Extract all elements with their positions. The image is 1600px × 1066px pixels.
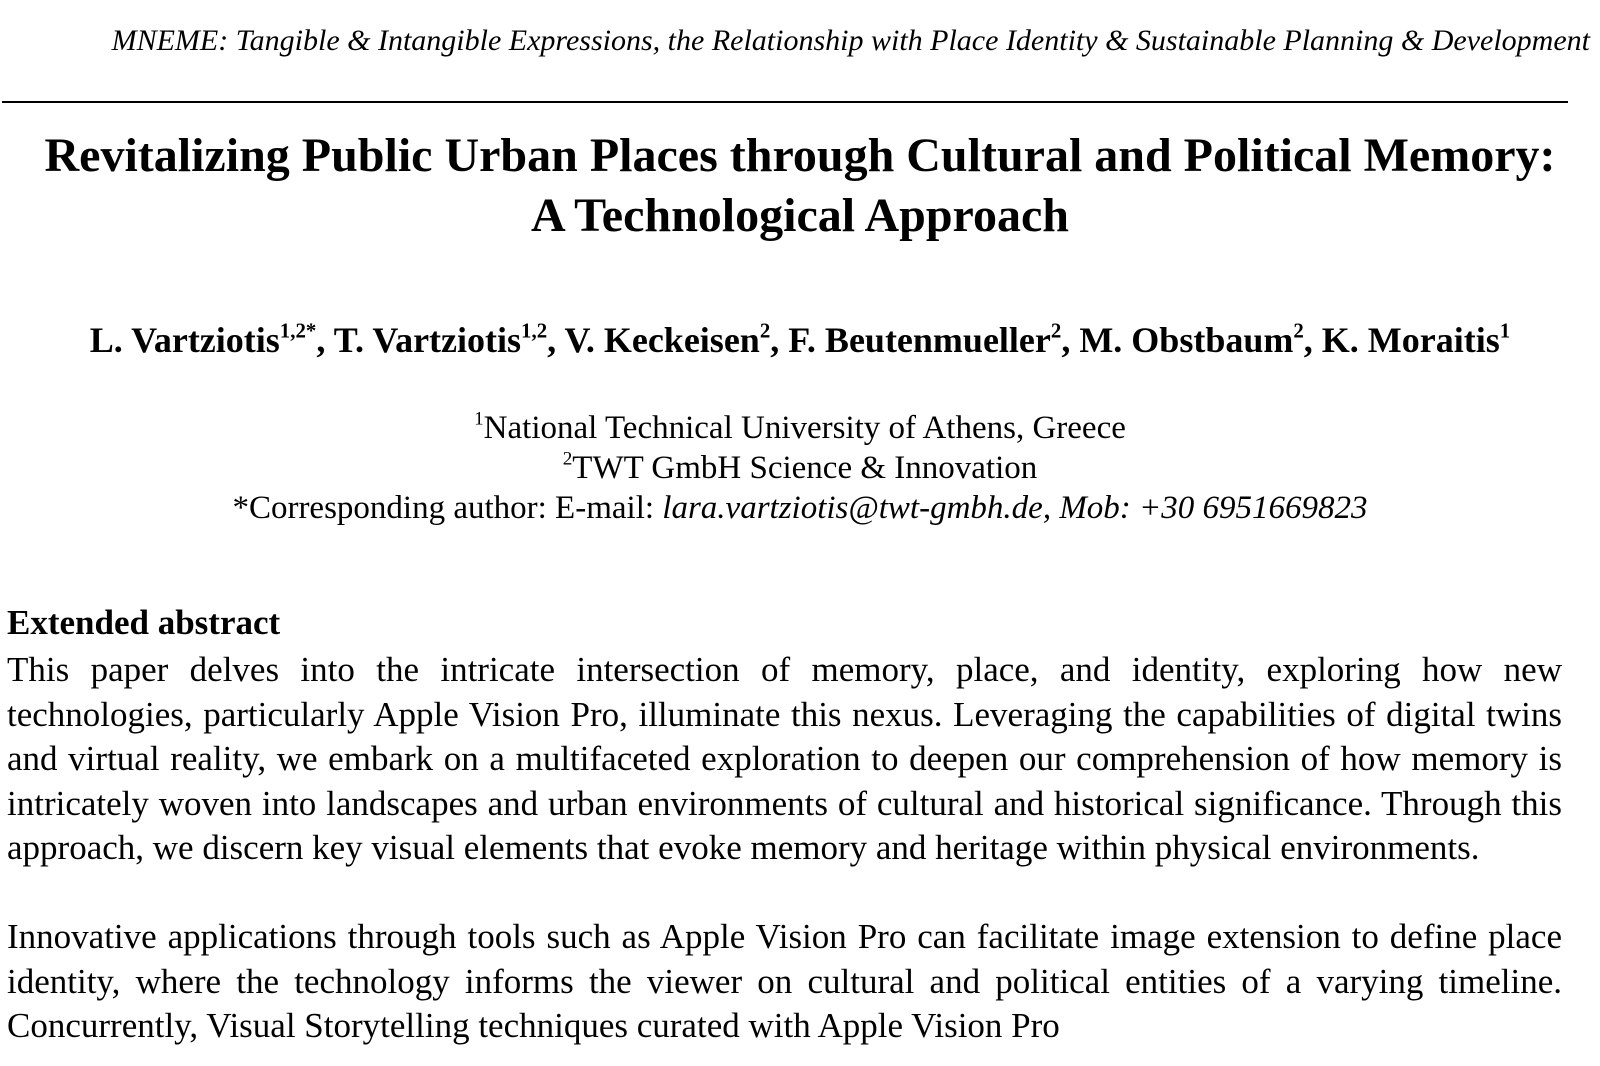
author-name: K. Moraitis	[1321, 320, 1500, 360]
affiliation-2	[40, 448, 1560, 488]
author-affiliation-mark: 1,2*	[279, 318, 317, 343]
author-name: M. Obstbaum	[1079, 320, 1294, 360]
author-name: T. Vartziotis	[333, 320, 522, 360]
author-name: L. Vartziotis	[89, 320, 280, 360]
author-affiliation-mark: 2	[759, 318, 771, 343]
corresponding-author-label: *Corresponding author: E-mail:	[232, 490, 663, 526]
author-name: F. Beutenmueller	[788, 320, 1051, 360]
abstract-paragraph-1: This paper delves into the intricate intersection of memory, place, and identity, exploring how new technologies, particularly Apple Vision Pro, illuminate this nexus. Leveraging the capabilities of digital twins and virtual reality, we embark on a multifaceted exploration to deepen our comprehension of how memory is intricately woven into landscapes and urban environments of cultural and historical significance. Through this approach, we discern key visual elements that evoke memory and heritage within physical environments.	[7, 650, 1562, 867]
author-affiliation-mark: 2	[1293, 318, 1304, 343]
affiliation-mark: 2	[562, 448, 573, 470]
section-heading: Extended abstract	[7, 603, 281, 642]
author-affiliation-mark: 2	[1050, 318, 1062, 343]
author-affiliation-mark: 1	[1499, 318, 1511, 343]
affiliation-text: National Technical University of Athens, Greece	[483, 410, 1126, 446]
affiliation-mark: 1	[474, 408, 484, 430]
affiliation-text: TWT GmbH Science & Innovation	[572, 450, 1038, 486]
running-header: MNEME: Tangible & Intangible Expressions, the Relationship with Place Identity & Sustainable Planning & Development	[111, 24, 1590, 57]
author-affiliation-mark: 1,2	[521, 318, 548, 343]
header-divider	[2, 101, 1568, 103]
abstract-paragraph-2: Innovative applications through tools such as Apple Vision Pro can facilitate image extension to define place identity, where the technology informs the viewer on cultural and political entities of a varying timeline. Concurrently, Visual Storytelling techniques curated with Apple Vision Pro	[7, 917, 1562, 1045]
author-name: V. Keckeisen	[564, 320, 760, 360]
corresponding-author-contact[interactable]: lara.vartziotis@twt-gmbh.de, Mob: +30 6951669823	[662, 490, 1368, 526]
corresponding-author	[40, 488, 1560, 528]
paper-title: Revitalizing Public Urban Places through Cultural and Political Memory: A Technological Approach	[44, 129, 1556, 242]
affiliation-1	[40, 408, 1560, 448]
author-list: L. Vartziotis$^{1,2*}$, T. Vartziotis$^{1,2}$, V. Keckeisen$^2$, F. Beutenmueller$^2$, M. Obstbaum$^2$, K. Moraitis$^1$	[89, 318, 1511, 360]
